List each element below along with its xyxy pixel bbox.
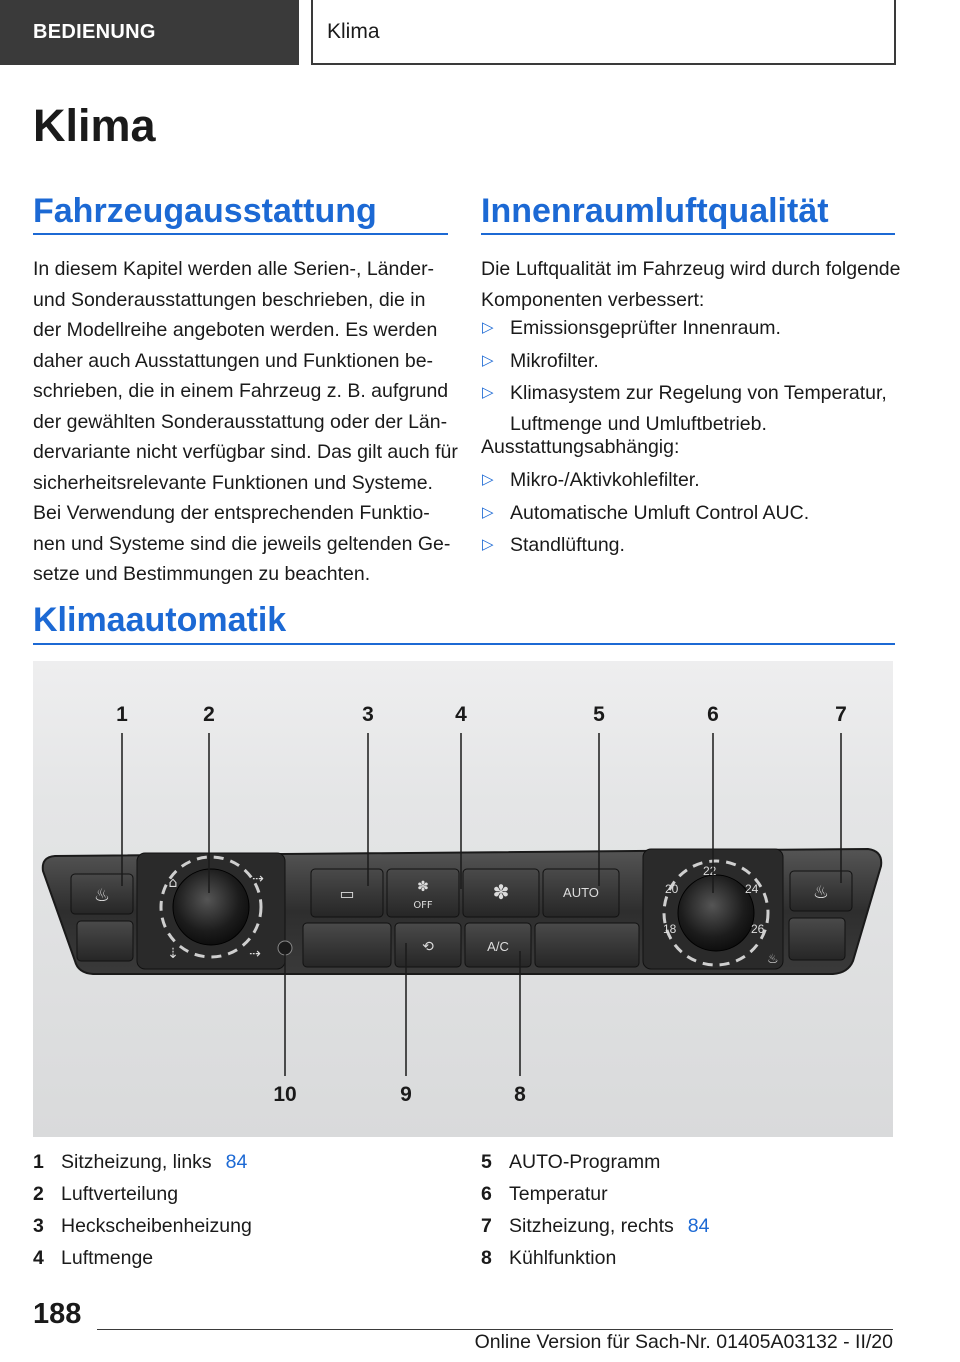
callout-9: 9 [400, 1083, 412, 1106]
legend-number: 7 [481, 1215, 492, 1237]
legend-item [481, 1242, 709, 1274]
legend-item [33, 1178, 252, 1210]
intro-paragraph-line: In diesem Kapitel werden alle Serien-, Länder- [33, 258, 435, 280]
heading-rule-left [33, 233, 448, 235]
bullet-triangle-icon: ▷ [482, 351, 494, 369]
callout-8: 8 [514, 1083, 526, 1106]
heading-rule-full [33, 643, 895, 645]
page-title: Klima [33, 100, 156, 151]
bullet-triangle-icon: ▷ [482, 384, 494, 401]
intro-paragraph-line: Bei Verwendung der entsprechenden Funktio- [33, 502, 430, 524]
bullet-text: Klimasystem zur Regelung von Temperatur, [510, 382, 887, 404]
bullet-item [481, 346, 901, 377]
legend-item [33, 1146, 252, 1178]
bullet-text: Automatische Umluft Control AUC. [510, 501, 810, 524]
max-heat-icon: ♨ [767, 952, 779, 967]
bullet-list-components [481, 311, 901, 439]
vent-face-feet-icon: ⇢ [249, 946, 261, 962]
bullet-text: Luftmenge und Umluftbetrieb. [510, 412, 767, 435]
bullet-text: Emissionsgeprüfter Innenraum. [510, 317, 781, 339]
callout-3: 3 [362, 703, 374, 726]
legend-text: Luftmenge [61, 1247, 154, 1269]
windshield-defrost-icon: ⌂ [168, 875, 178, 891]
legend-number: 2 [33, 1183, 44, 1205]
legend-text: Kühlfunktion [509, 1247, 617, 1269]
bullet-item [481, 498, 901, 529]
fan-off-label: OFF [413, 900, 433, 911]
legend-item [481, 1178, 709, 1210]
bullet-triangle-icon: ▷ [482, 503, 494, 521]
air-distribution-knob[interactable] [173, 869, 249, 945]
intro-paragraph-line: der gewählten Sonderausstattung oder der Län- [33, 410, 448, 433]
chapter-title: Klima [311, 0, 896, 65]
legend-right-column [481, 1146, 709, 1274]
footer-text: Online Version für Sach-Nr. 01405A03132 - II/20 [474, 1331, 893, 1353]
lower-left-button[interactable] [303, 923, 391, 967]
legend-number: 8 [481, 1247, 492, 1269]
temp-tick-26: 26 [751, 922, 765, 936]
legend-text: Temperatur [509, 1183, 608, 1205]
section-tab: BEDIENUNG [0, 0, 299, 65]
seat-heater-right-icon: ♨ [812, 882, 830, 903]
bullet-text: Standlüftung. [510, 534, 625, 556]
intro-paragraph-line: setze und Bestimmungen zu beachten. [33, 563, 371, 585]
right-lower-button[interactable] [789, 918, 845, 960]
legend-text: Sitzheizung, rechts [509, 1215, 674, 1237]
fan-icon: ✽ [492, 880, 510, 904]
auto-button-label: AUTO [563, 885, 599, 900]
intro-paragraph [33, 254, 458, 590]
callout-7: 7 [835, 703, 847, 726]
page-number: 188 [33, 1298, 82, 1330]
legend-number: 3 [33, 1215, 44, 1237]
lower-right-button[interactable] [535, 923, 639, 967]
rear-window-heater-icon: ▭ [339, 884, 355, 903]
vent-feet-icon: ⇣ [167, 946, 179, 962]
intro-paragraph-line: und Sonderausstattungen beschrieben, die in [33, 288, 426, 311]
legend-text: Sitzheizung, links [61, 1151, 212, 1173]
legend-number: 4 [33, 1247, 44, 1269]
bullet-item [481, 465, 901, 496]
legend-text: Luftverteilung [61, 1183, 179, 1205]
seat-heater-left-icon: ♨ [93, 885, 111, 906]
intro-paragraph-line: schrieben, die in einem Fahrzeug z. B. aufgrund [33, 380, 449, 402]
temp-tick-24: 24 [745, 882, 759, 896]
equipment-dependent-label: Ausstattungsabhängig: [481, 436, 680, 458]
callout-10: 10 [273, 1083, 297, 1106]
ac-button-label: A/C [487, 939, 509, 954]
bullet-triangle-icon: ▷ [482, 471, 494, 488]
intro-paragraph-line: sicherheitsrelevante Funktionen und Systeme. [33, 471, 433, 494]
bullet-triangle-icon: ▷ [482, 319, 494, 336]
legend-item [481, 1210, 709, 1242]
bullet-text: Mikrofilter. [510, 349, 599, 372]
callout-4: 4 [455, 703, 467, 726]
legend-text: Heckscheibenheizung [61, 1215, 252, 1237]
callout-6: 6 [707, 703, 719, 726]
temperature-knob[interactable] [678, 875, 754, 951]
heading-klimaautomatik: Klimaautomatik [33, 601, 287, 639]
bullet-triangle-icon: ▷ [482, 536, 494, 553]
air-quality-intro-line: Komponenten verbessert: [481, 288, 705, 311]
legend-text: AUTO-Programm [509, 1151, 661, 1173]
bullet-item [481, 378, 901, 439]
intro-paragraph-line: dervariante nicht verfügbar sind. Das gilt auch für [33, 441, 458, 463]
page-reference-link[interactable]: 84 [225, 1151, 248, 1173]
intro-paragraph-line: der Modellreihe angeboten werden. Es werden [33, 319, 438, 341]
left-lower-button[interactable] [77, 921, 133, 961]
fan-off-icon: ✽ [417, 879, 429, 895]
temp-tick-20: 20 [665, 882, 679, 896]
air-quality-intro-line: Die Luftqualität im Fahrzeug wird durch folgende [481, 258, 901, 280]
legend-number: 1 [33, 1151, 44, 1173]
bullet-item [481, 530, 901, 561]
temp-tick-22: 22 [703, 864, 717, 878]
callout-1: 1 [116, 703, 128, 726]
heading-fahrzeugausstattung: Fahrzeugausstattung [33, 192, 377, 230]
heading-innenraumluftqualitaet: Innenraumluftqualität [481, 192, 829, 230]
vent-face-icon: ⇢ [252, 871, 264, 887]
legend-item [33, 1210, 252, 1242]
legend-left-column [33, 1146, 252, 1274]
page-reference-link[interactable]: 84 [687, 1215, 710, 1237]
recirculation-icon: ⟲ [422, 939, 434, 955]
bullet-list-optional [481, 463, 901, 561]
intro-paragraph-line: daher auch Ausstattungen und Funktionen be- [33, 349, 434, 372]
legend-number: 6 [481, 1183, 492, 1205]
bullet-item [481, 313, 901, 344]
callout-2: 2 [203, 703, 215, 726]
callout-5: 5 [593, 703, 605, 726]
climate-control-figure [33, 661, 893, 1137]
legend-item [33, 1242, 252, 1274]
air-quality-intro [481, 254, 900, 315]
bullet-text: Mikro-/Aktivkohlefilter. [510, 469, 700, 491]
climate-panel-illustration [33, 661, 893, 1137]
temp-tick-18: 18 [663, 922, 677, 936]
legend-number: 5 [481, 1151, 492, 1173]
intro-paragraph-line: nen und Systeme sind die jeweils geltenden Ge- [33, 532, 451, 555]
footer-rule [97, 1329, 893, 1330]
legend-item [481, 1146, 709, 1178]
heading-rule-right [481, 233, 895, 235]
